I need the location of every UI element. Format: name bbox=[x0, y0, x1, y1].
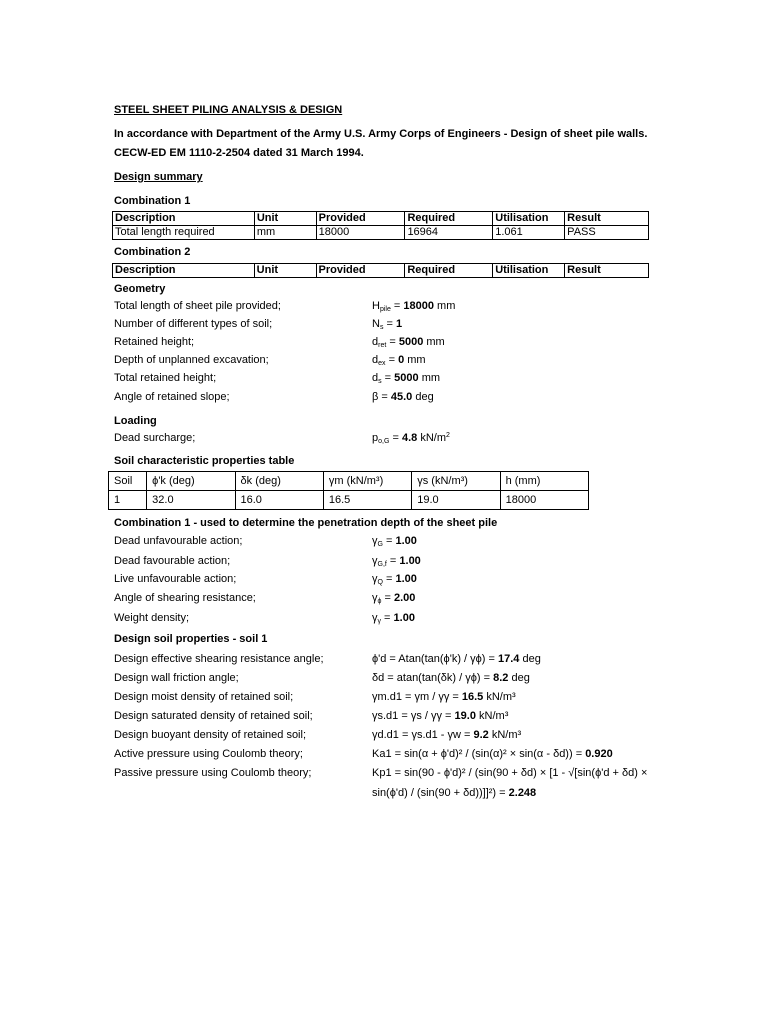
table-cell: 18000 bbox=[316, 226, 405, 240]
design-label: Design effective shearing resistance angle; bbox=[114, 653, 324, 665]
geometry-label: Total retained height; bbox=[114, 372, 217, 384]
factor-label: Live unfavourable action; bbox=[114, 573, 237, 585]
geometry-label: Number of different types of soil; bbox=[114, 318, 273, 330]
design-soil-heading: Design soil properties - soil 1 bbox=[114, 633, 268, 645]
unit: deg bbox=[508, 672, 530, 684]
symbol: γ bbox=[372, 573, 378, 585]
value: 4.8 bbox=[401, 432, 418, 444]
column-header: ϕ'k (deg) bbox=[147, 472, 235, 491]
reference-line-1: In accordance with Department of the Army U.S. Army Corps of Engineers - Design of sheet pile walls. bbox=[114, 128, 648, 140]
geometry-label: Total length of sheet pile provided; bbox=[114, 300, 281, 312]
expression: sin(ϕ'd) / (sin(90 + δd))]]²) = bbox=[372, 787, 509, 799]
symbol: d bbox=[372, 372, 379, 384]
geometry-value bbox=[372, 354, 426, 367]
value: 1.00 bbox=[395, 535, 417, 547]
table-cell: 16.0 bbox=[235, 491, 323, 510]
factor-value bbox=[372, 535, 417, 548]
column-header: Result bbox=[565, 212, 649, 226]
unit: mm bbox=[434, 300, 456, 312]
column-header: h (mm) bbox=[500, 472, 588, 491]
unit: mm bbox=[404, 354, 426, 366]
table-cell: 16964 bbox=[405, 226, 493, 240]
dead-surcharge-value bbox=[372, 432, 450, 445]
expression: δd = atan(tan(δk) / γϕ) = bbox=[372, 672, 494, 684]
symbol: γ bbox=[372, 592, 378, 604]
table-header-row bbox=[113, 212, 649, 226]
value: 0 bbox=[398, 354, 405, 366]
table-header-row bbox=[109, 472, 589, 491]
unit: kN/m³ bbox=[488, 729, 522, 741]
equals: = bbox=[390, 300, 404, 312]
expression: γs.d1 = γs / γγ = bbox=[372, 710, 455, 722]
equals: = bbox=[378, 391, 391, 403]
unit: kN/m³ bbox=[475, 710, 509, 722]
column-header: Provided bbox=[316, 212, 405, 226]
subscript: Q bbox=[377, 579, 383, 586]
design-formula bbox=[372, 748, 613, 761]
equals: = bbox=[386, 336, 399, 348]
value: 1 bbox=[396, 318, 403, 330]
subscript: o,G bbox=[378, 438, 390, 445]
value: 16.5 bbox=[461, 691, 484, 703]
design-formula bbox=[372, 767, 647, 780]
factor-value bbox=[372, 555, 421, 568]
equals: = bbox=[385, 354, 399, 366]
value: 1.00 bbox=[399, 555, 421, 567]
design-summary-heading: Design summary bbox=[114, 171, 203, 183]
document-title: STEEL SHEET PILING ANALYSIS & DESIGN bbox=[114, 104, 343, 116]
value: 5000 bbox=[398, 336, 424, 348]
subscript: G bbox=[377, 541, 383, 548]
table-cell: 18000 bbox=[500, 491, 588, 510]
design-label: Design wall friction angle; bbox=[114, 672, 239, 684]
geometry-label: Retained height; bbox=[114, 336, 195, 348]
subscript: pile bbox=[379, 306, 391, 313]
table-cell: 19.0 bbox=[412, 491, 500, 510]
summary-table-combination-2 bbox=[112, 263, 649, 278]
geometry-label: Depth of unplanned excavation; bbox=[114, 354, 269, 366]
symbol: N bbox=[372, 318, 380, 330]
equals: = bbox=[381, 372, 395, 384]
equals: = bbox=[381, 612, 394, 624]
unit: deg bbox=[519, 653, 541, 665]
value: 9.2 bbox=[473, 729, 489, 741]
subscript: ret bbox=[378, 342, 387, 349]
column-header: Provided bbox=[316, 264, 405, 278]
expression: γd.d1 = γs.d1 - γw = bbox=[372, 729, 474, 741]
symbol: p bbox=[372, 432, 379, 444]
column-header: Description bbox=[113, 212, 255, 226]
equals: = bbox=[381, 592, 394, 604]
column-header: Soil bbox=[109, 472, 147, 491]
equals: = bbox=[382, 535, 396, 547]
value: 5000 bbox=[394, 372, 419, 384]
soil-table-heading: Soil characteristic properties table bbox=[114, 455, 295, 467]
combination-2-label: Combination 2 bbox=[114, 246, 191, 258]
subscript: ϕ bbox=[377, 598, 382, 605]
geometry-value bbox=[372, 372, 440, 385]
value: 2.248 bbox=[508, 787, 537, 799]
symbol: d bbox=[372, 354, 379, 366]
unit: kN/m³ bbox=[483, 691, 516, 703]
unit: mm bbox=[423, 336, 445, 348]
value: 19.0 bbox=[454, 710, 476, 722]
column-header: Unit bbox=[254, 212, 316, 226]
design-label: Passive pressure using Coulomb theory; bbox=[114, 767, 312, 779]
value: 1.00 bbox=[395, 573, 417, 585]
column-header: Utilisation bbox=[493, 264, 565, 278]
subscript: γ bbox=[377, 618, 381, 625]
design-formula bbox=[372, 691, 516, 704]
geometry-label: Angle of retained slope; bbox=[114, 391, 230, 403]
factor-label: Dead favourable action; bbox=[114, 555, 231, 567]
design-formula bbox=[372, 710, 508, 723]
value: 18000 bbox=[403, 300, 434, 312]
table-cell: 32.0 bbox=[147, 491, 235, 510]
column-header: Result bbox=[565, 264, 649, 278]
dead-surcharge-label: Dead surcharge; bbox=[114, 432, 196, 444]
geometry-value bbox=[372, 336, 445, 349]
combination-1-label: Combination 1 bbox=[114, 195, 191, 207]
column-header: δk (deg) bbox=[235, 472, 323, 491]
subscript: s bbox=[378, 378, 382, 385]
unit: kN/m bbox=[417, 432, 446, 444]
equals: = bbox=[382, 573, 396, 585]
reference-line-2: CECW-ED EM 1110-2-2504 dated 31 March 1994. bbox=[114, 147, 364, 159]
column-header: Unit bbox=[254, 264, 316, 278]
superscript: 2 bbox=[446, 432, 450, 439]
value: 8.2 bbox=[493, 672, 509, 684]
value: 2.00 bbox=[393, 592, 416, 604]
passive-pressure-continuation bbox=[372, 787, 536, 800]
factor-value bbox=[372, 573, 417, 586]
unit: mm bbox=[418, 372, 441, 384]
subscript: G,f bbox=[377, 561, 387, 568]
design-label: Design buoyant density of retained soil; bbox=[114, 729, 307, 741]
table-cell: 16.5 bbox=[323, 491, 411, 510]
table-row bbox=[113, 226, 649, 240]
table-header-row bbox=[113, 264, 649, 278]
expression: γm.d1 = γm / γγ = bbox=[372, 691, 462, 703]
equals: = bbox=[383, 318, 396, 330]
symbol: d bbox=[372, 336, 379, 348]
design-formula bbox=[372, 653, 541, 666]
table-cell: mm bbox=[254, 226, 316, 240]
value: 45.0 bbox=[390, 391, 413, 403]
factor-value bbox=[372, 612, 415, 625]
column-header: γs (kN/m³) bbox=[412, 472, 500, 491]
subscript: s bbox=[379, 324, 384, 331]
design-label: Design moist density of retained soil; bbox=[114, 691, 294, 703]
design-formula bbox=[372, 672, 530, 685]
table-cell: PASS bbox=[565, 226, 649, 240]
factor-label: Dead unfavourable action; bbox=[114, 535, 243, 547]
combination-1-heading: Combination 1 - used to determine the penetration depth of the sheet pile bbox=[114, 517, 498, 529]
soil-properties-table bbox=[108, 471, 589, 510]
symbol: γ bbox=[372, 535, 378, 547]
table-cell: Total length required bbox=[113, 226, 255, 240]
column-header: Required bbox=[405, 212, 493, 226]
geometry-value bbox=[372, 391, 434, 404]
table-row bbox=[109, 491, 589, 510]
value: 1.00 bbox=[393, 612, 415, 624]
geometry-value bbox=[372, 318, 402, 331]
symbol: H bbox=[372, 300, 380, 312]
summary-table-combination-1 bbox=[112, 211, 649, 240]
equals: = bbox=[389, 432, 402, 444]
table-cell: 1 bbox=[109, 491, 147, 510]
factor-value bbox=[372, 592, 415, 605]
value: 0.920 bbox=[585, 748, 613, 760]
equals: = bbox=[386, 555, 400, 567]
design-label: Active pressure using Coulomb theory; bbox=[114, 748, 303, 760]
column-header: Utilisation bbox=[493, 212, 565, 226]
column-header: Required bbox=[405, 264, 493, 278]
expression: ϕ'd = Atan(tan(ϕ'k) / γϕ) = bbox=[372, 653, 499, 665]
factor-label: Angle of shearing resistance; bbox=[114, 592, 256, 604]
design-label: Design saturated density of retained soil; bbox=[114, 710, 313, 722]
value: 17.4 bbox=[498, 653, 520, 665]
subscript: ex bbox=[378, 360, 386, 367]
column-header: γm (kN/m³) bbox=[323, 472, 411, 491]
unit: deg bbox=[412, 391, 434, 403]
column-header: Description bbox=[113, 264, 255, 278]
factor-label: Weight density; bbox=[114, 612, 190, 624]
symbol: γ bbox=[372, 612, 378, 624]
table-cell: 1.061 bbox=[493, 226, 565, 240]
symbol: γ bbox=[372, 555, 378, 567]
expression: Ka1 = sin(α + ϕ'd)² / (sin(α)² × sin(α - δd)) = bbox=[372, 748, 586, 760]
geometry-value bbox=[372, 300, 455, 313]
expression: Kp1 = sin(90 - ϕ'd)² / (sin(90 + δd) × [1 - √[sin(ϕ'd + δd) × bbox=[372, 767, 648, 779]
geometry-heading: Geometry bbox=[114, 283, 166, 295]
loading-heading: Loading bbox=[114, 415, 157, 427]
symbol: β bbox=[372, 391, 379, 403]
design-formula bbox=[372, 729, 521, 742]
